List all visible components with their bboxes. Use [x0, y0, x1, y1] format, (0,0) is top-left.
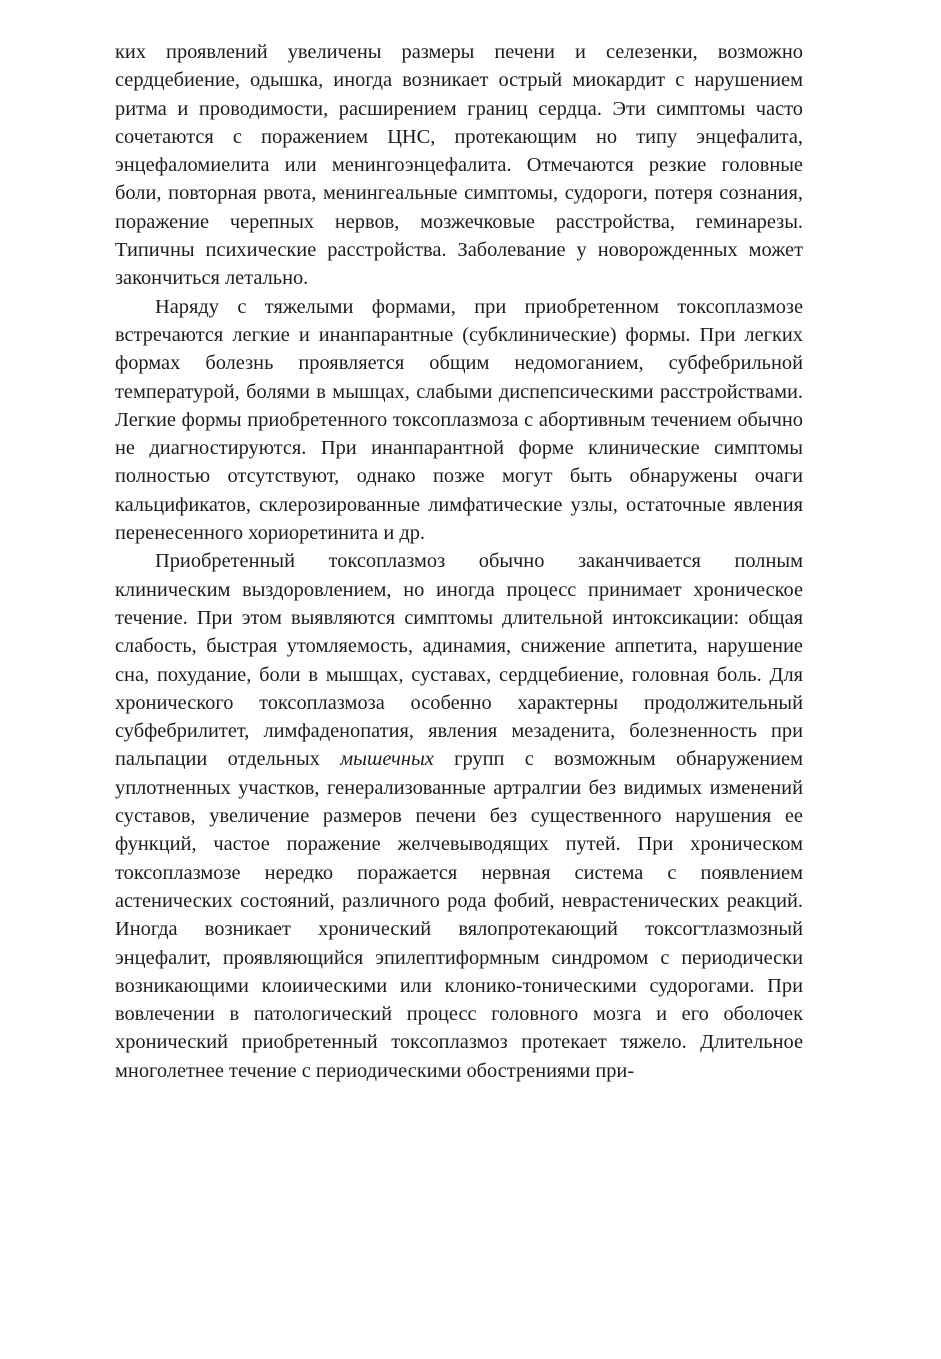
paragraph-3 — [115, 547, 803, 1085]
paragraph-3-part-1: Приобретенный токсоплазмоз обычно заканчивается полным клиническим выздоровлением, но иногда процесс принимает хроническое течение. При этом выявляются симптомы длительной интоксикации: общая слабость, быстрая утомляемость, адинамия, снижение аппетита, нарушение сна, похудание, боли в мышцах, суставах, сердцебиение, головная боль. Для хронического токсоплазмоза особенно характерны продолжительный субфебрилитет, лимфаденопатия, явления мезаденита, болезненность при пальпации отдельных — [115, 550, 803, 771]
page-text-block — [115, 38, 803, 1085]
paragraph-2: Наряду с тяжелыми формами, при приобретенном токсоплазмозе встречаются легкие и инанпарантные (субклинические) формы. При легких формах болезнь проявляется общим недомоганием, субфебрильной температурой, болями в мышцах, слабыми диспепсическими расстройствами. Легкие формы приобретенного токсоплазмоза с абортивным течением обычно не диагностируются. При инанпарантной форме клинические симптомы полностью отсутствуют, однако позже могут быть обнаружены очаги кальцификатов, склерозированные лимфатические узлы, остаточные явления перенесенного хориоретинита и др. — [115, 295, 803, 545]
paragraph-3-part-2: групп с возможным обнаружением уплотненных участков, генерализованные артралгии без видимых изменений суставов, увеличение размеров печени без существенного нарушения ее функций, частое поражение желчевыводящих путей. При хроническом токсоплазмозе нередко поражается нервная система с появлением астенических состояний, различного рода фобий, неврастенических реакций. Иногда возникает хронический вялопротекающий токсогтлазмозный энцефалит, проявляющийся эпилептиформным синдромом с периодически возникающими клоиическими или клонико-тоническими судорогами. При вовлечении в патологический процесс головного мозга и его оболочек хронический приобретенный токсоплазмоз протекает тяжело. Длительное многолетнее течение с периодическими обострениями при- — [115, 748, 803, 1082]
paragraph-3-italic-word: мышечных — [340, 748, 434, 771]
paragraph-1: ких проявлений увеличены размеры печени и селезенки, возможно сердцебиение, одышка, иногда возникает острый миокардит с нарушением ритма и проводимости, расширением границ сердца. Эти симптомы часто сочетаются с поражением ЦНС, протекающим но типу энцефалита, энцефаломиелита или менингоэнцефалита. Отмечаются резкие головные боли, повторная рвота, менингеальные симптомы, судороги, потеря сознания, поражение черепных нервов, мозжечковые расстройства, геминарезы. Типичны психические расстройства. Заболевание у новорожденных может закончиться летально. — [115, 41, 803, 290]
